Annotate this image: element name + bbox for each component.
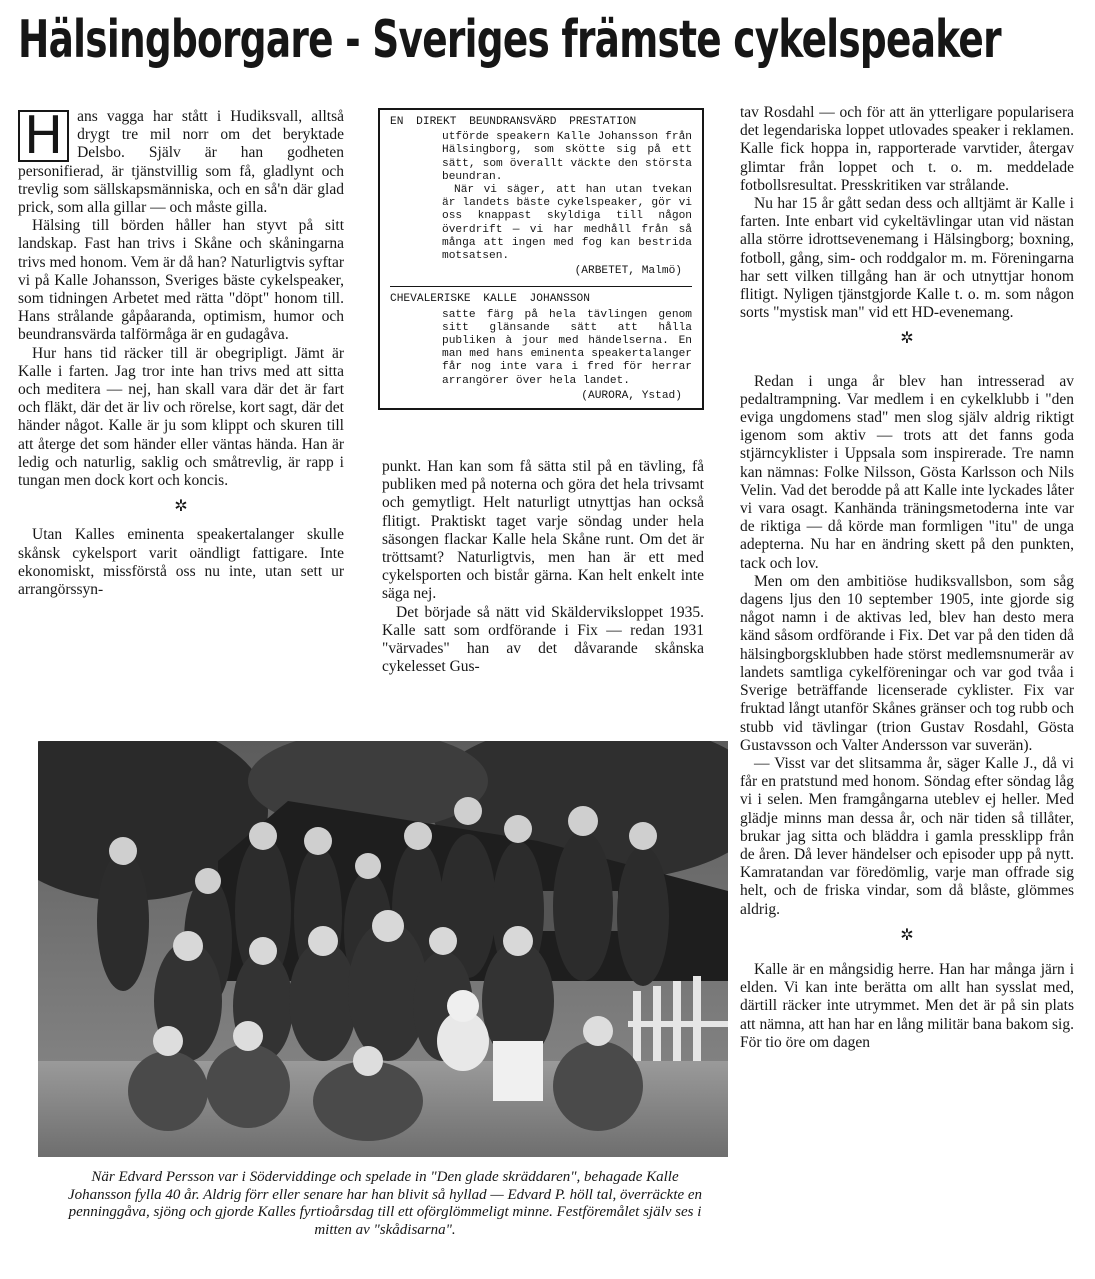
section-divider-icon: ✲ (174, 498, 188, 516)
divider (390, 286, 692, 287)
quote-body: satte färg på hela tävlingen genom sitt glänsande sätt att hålla publiken à jour med händelserna. En man med hans eminenta speakertalanger får nog inte vara i fred för herrar arrangörer över hela landet. (442, 308, 692, 387)
paragraph: Kalle är en mångsidig herre. Han har många järn i elden. Vi kan inte berätta om allt han sysslat med, därtill räcker inte utrymmet. Men det är på sin plats att nämna, att han har en lång militär bana bakom sig. För tio öre om dagen (740, 960, 1074, 1051)
paragraph: ans vagga har stått i Hudiksvall, alltså drygt tre mil norr om det beryktade Delsbo. Själv är han godheten personifierad, är tjänstvillig som få, gladlynt och trevlig som sällskapsmänniska, och en så'n där glad prick, som alla gillar — och måste gilla. (18, 108, 344, 217)
quote-body: När vi säger, att han utan tvekan är landets bäste cykelspeaker, gör vi oss knappast skyldiga till någon överdrift — vi har medhåll från så många att ingen med fog kan bestrida motsatsen. (442, 184, 692, 263)
quote-source: (AURORA, Ystad) (581, 389, 682, 402)
paragraph: Redan i unga år blev han intresserad av pedaltrampning. Var medlem i en cykelklubb i "den eviga ungdomens stad" men slog själv aldrig riktigt igenom som aktiv — trots att det fanns goda stjärncyklister i Uppsala som inspirerade. Tre namn kan nämnas: Folke Nilsson, Gösta Karlsson och Nils Velin. Vad det berodde på att Kalle inte lyckades låter vi vara osagt. Kanhända träningsmetoderna inte var de riktiga — då körde man formligen "itu" de unga adepterna. Nu har en ändring skett på den punkten, tack och lov. (740, 372, 1074, 572)
column-1 (18, 108, 344, 599)
section-divider-icon: ✲ (900, 926, 914, 944)
quote-heading: CHEVALERISKE KALLE JOHANSSON (390, 293, 590, 306)
paragraph: tav Rosdahl — och för att än ytterligare popularisera det legendariska loppet utlovades speaker i reklamen. Kalle fick hoppa in, rapporterade varvtider, återgav glimtar från loppet och t. o. m. meddelade fotbollsresultat. Presskritiken var strålande. (740, 104, 1074, 194)
quote-heading: EN DIREKT BEUNDRANSVÄRD PRESTATION (390, 116, 637, 128)
group-photo (38, 741, 728, 1157)
column-2 (382, 458, 704, 676)
quote-source: (ARBETET, Malmö) (574, 265, 682, 278)
paragraph: Hälsing till börden håller han styvt på sitt landskap. Fast han trivs i Skåne och skåningarna trivs med honom. Vem är då han? Naturligtvis syftar vi på Kalle Johansson, Sveriges bäste cykelspeaker, som tidningen Arbetet med rätta "döpt" honom till. Hans strålande gåpåaranda, optimism, humor och beundransvärda talförmåga är en gudagåva. (18, 217, 344, 344)
photo-caption: När Edvard Persson var i Söderviddinge och spelade in "Den glade skräddaren", behagade Kalle Johansson fylla 40 år. Aldrig förr eller senare har han blivit så hyllad — Edvard P. höll tal, överräckte en penninggåva, sjöng och gjorde Kalles fyrtioårsdag till ett oförglömmeligt minne. Festföremålet själv ses i mitten av "skådisarna". (67, 1169, 703, 1238)
paragraph: Nu har 15 år gått sedan dess och alltjämt är Kalle i farten. Inte enbart vid cykeltävlingar utan vid nästan alla större idrottsevenemang i Hälsingborg; boxning, fotboll, gång, sim- och roddgalor m. m. Föreningarna har sett vilken tillgång han är och utnyttjar honom flitigt. Nyligen tjänstgjorde Kalle t. o. m. som någon sorts "mystisk man" vid ett HD-evenemang. (740, 195, 1074, 322)
paragraph: Men om den ambitiöse hudiksvallsbon, som såg dagens ljus den 10 september 1905, inte gjorde sig något namn i de aktivas led, blev han desto mera känd såsom ordförande i Fix. Det var på den tiden då hälsingborgsklubben hade störst medlemsnumerär av landets samtliga cykelföreningar och var god tvåa i Sverige beträffande licenserade cyklister. Fix var fruktad långt utanför Skånes gränser och tog rubb och stubb vid tävlingar (trion Gustav Rosdahl, Gösta Gustavsson och Valter Andersson var suverän). (740, 572, 1075, 754)
article-headline: Hälsingborgare - Sveriges främste cykelspeaker (18, 10, 1001, 70)
paragraph: Utan Kalles eminenta speakertalanger skulle skånsk cykelsport varit oändligt fattigare. Inte ekonomiskt, missförstå oss nu inte, utan sett ur arrangörssyn- (18, 526, 344, 599)
quote-body: utförde speakern Kalle Johansson från Hälsingborg, som skötte sig på ett sätt, som överallt väckte den största beundran. (442, 131, 692, 183)
paragraph: — Visst var det slitsamma år, säger Kalle J., då vi får en pratstund med honom. Söndag efter söndag låg vi i selen. Men framgångarna uteblev ej heller. Med glädje minns man dessa år, och när tiden så tillåter, brukar jag sitta och bläddra i gamla pressklipp från de åren. Då lever händelser och episoder upp på nytt. Kamratandan var föredömlig, varje man offrade sig helt, och de friska vindar, som då blåste, glömmes aldrig. (740, 754, 1074, 918)
paragraph: Det började så nätt vid Skälderviksloppet 1935. Kalle satt som ordförande i Fix — redan 1931 "värvades" han av det dåvarande skånska cykelesset Gus- (382, 603, 704, 676)
press-quotes-box (378, 108, 704, 410)
paragraph: Hur hans tid räcker till är obegripligt. Jämt är Kalle i farten. Jag tror inte han trivs med att sitta och meditera — nej, han skall vara där det är fart och fläkt, där det är liv och rörelse, kort sagt, där det händer något. Kalle är ju som klippt och skuren till att återge det som händer eller väntas hända. Han är ledig och naturlig, saklig och småtrevlig, är rapp i tungan men dock kort och koncis. (18, 344, 344, 490)
column-3 (740, 104, 1074, 1052)
paragraph: punkt. Han kan som få sätta stil på en tävling, få publiken med på noterna och göra det hela trivsamt och gemytligt. Helt naturligt utnyttjas han också flitigt. Praktiskt taget varje söndag under hela säsongen flackar Kalle hela Skåne runt. Om det är tröttsamt? Naturligtvis, men han är ett med cykelsporten och bistår gärna. Kan helt enkelt inte säga nej. (382, 458, 704, 603)
drop-cap: H (18, 110, 69, 162)
section-divider-icon: ✲ (900, 330, 914, 348)
